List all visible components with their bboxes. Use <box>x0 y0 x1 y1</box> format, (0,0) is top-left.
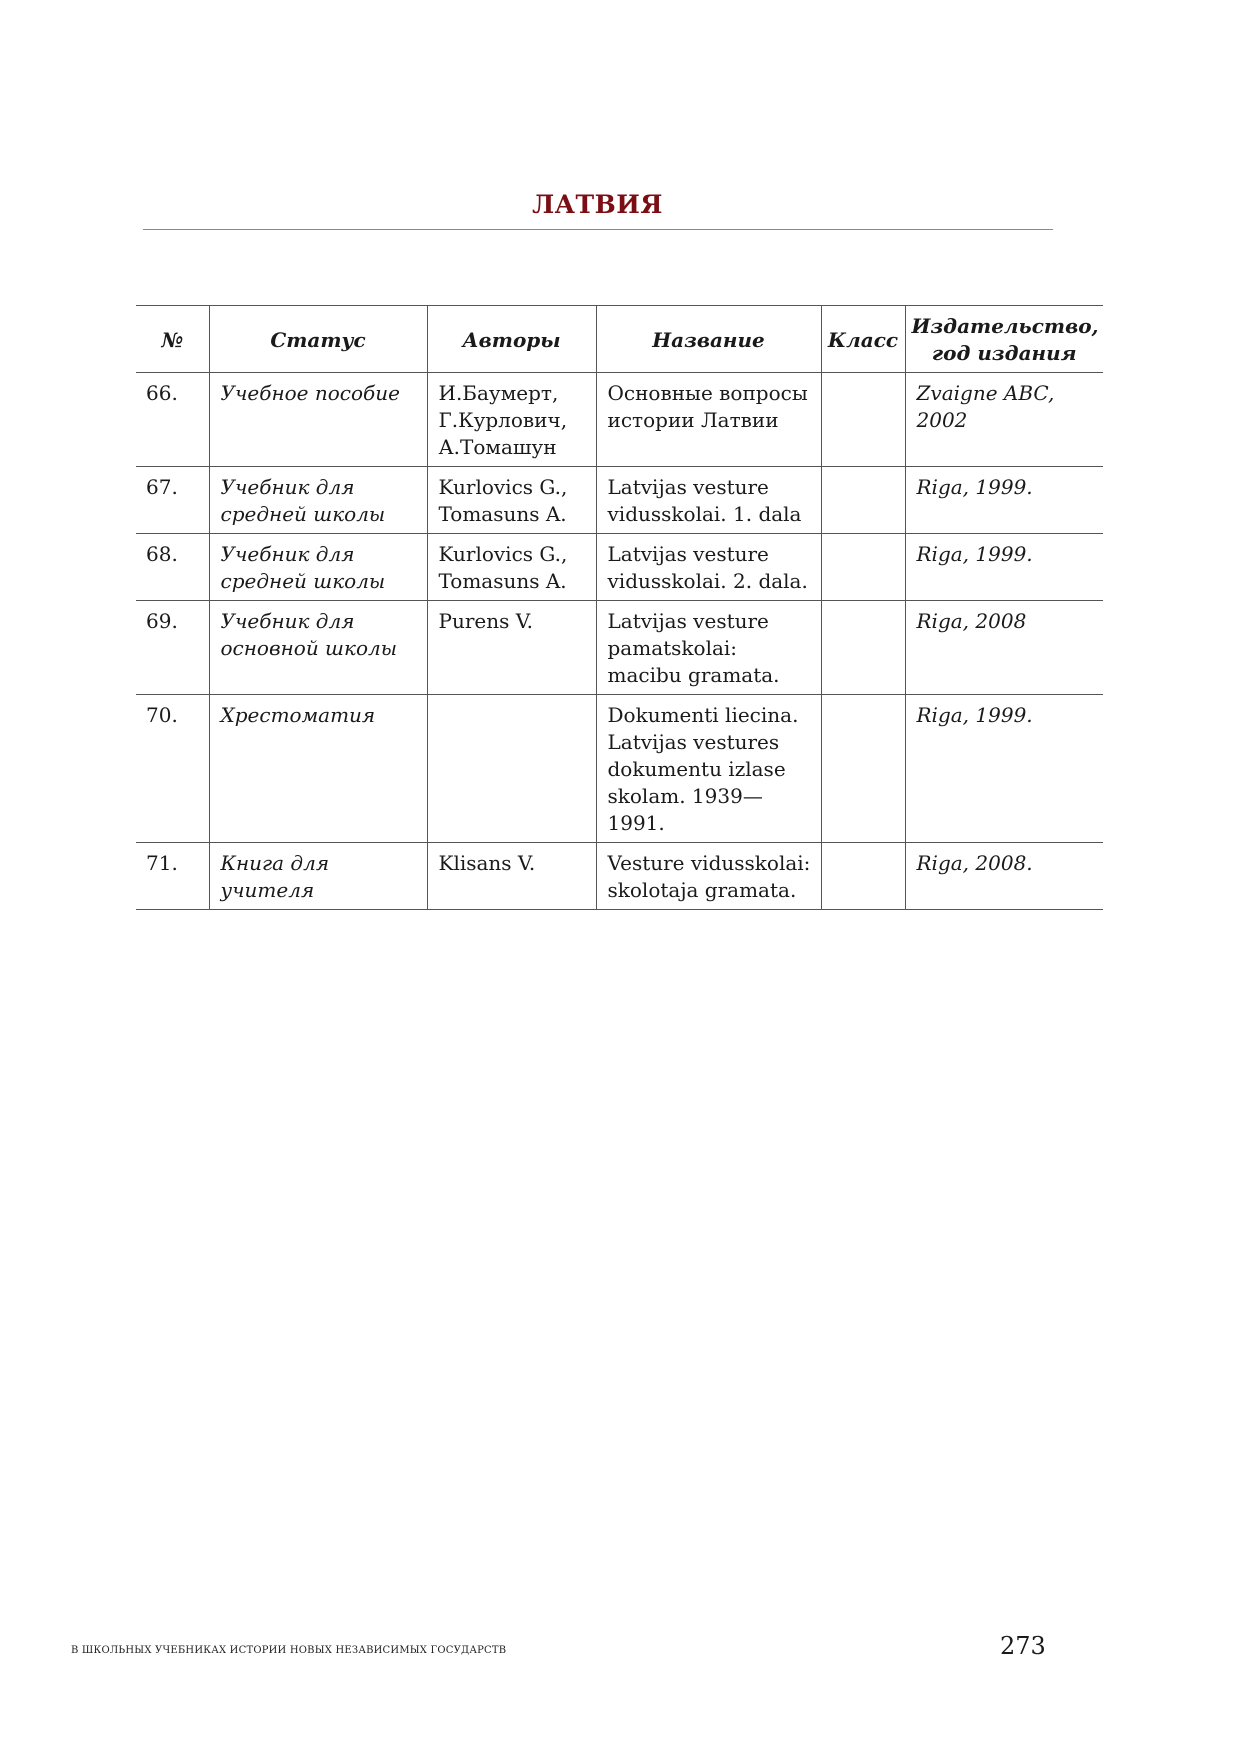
cell-authors: Klisans V. <box>427 843 596 910</box>
cell-name: Latvijas vesture pamatskolai: macibu gramata. <box>596 601 821 695</box>
cell-name: Latvijas vesture vidusskolai. 2. dala. <box>596 534 821 601</box>
table-row <box>136 534 1103 601</box>
cell-num: 67. <box>136 467 209 534</box>
cell-class <box>821 373 905 467</box>
cell-status: Учебник для средней школы <box>209 467 427 534</box>
header-publisher: Издательство, год издания <box>905 306 1103 373</box>
title-divider <box>143 229 1053 230</box>
cell-num: 66. <box>136 373 209 467</box>
cell-authors <box>427 695 596 843</box>
table-header-row <box>136 306 1103 373</box>
cell-authors: Kurlovics G., Tomasuns A. <box>427 467 596 534</box>
header-class: Класс <box>821 306 905 373</box>
cell-authors: Purens V. <box>427 601 596 695</box>
cell-status: Книга для учителя <box>209 843 427 910</box>
cell-publisher: Riga, 2008 <box>905 601 1103 695</box>
page-title: ЛАТВИЯ <box>532 190 663 219</box>
table-row <box>136 601 1103 695</box>
cell-authors: И.Баумерт, Г.Курлович, А.Томашун <box>427 373 596 467</box>
cell-publisher: Riga, 1999. <box>905 695 1103 843</box>
cell-num: 71. <box>136 843 209 910</box>
cell-name: Vesture vidusskolai: skolotaja gramata. <box>596 843 821 910</box>
cell-class <box>821 467 905 534</box>
cell-name: Основные вопросы истории Латвии <box>596 373 821 467</box>
cell-publisher: Riga, 1999. <box>905 534 1103 601</box>
cell-name: Dokumenti liecina. Latvijas vestures dokumentu izlase skolam. 1939—1991. <box>596 695 821 843</box>
cell-publisher: Zvaigne ABC, 2002 <box>905 373 1103 467</box>
cell-num: 68. <box>136 534 209 601</box>
header-num: № <box>136 306 209 373</box>
header-authors: Авторы <box>427 306 596 373</box>
cell-status: Хрестоматия <box>209 695 427 843</box>
header-name: Название <box>596 306 821 373</box>
cell-class <box>821 601 905 695</box>
textbook-table <box>136 305 1103 910</box>
cell-num: 70. <box>136 695 209 843</box>
cell-name: Latvijas vesture vidusskolai. 1. dala <box>596 467 821 534</box>
cell-status: Учебник для средней школы <box>209 534 427 601</box>
cell-publisher: Riga, 1999. <box>905 467 1103 534</box>
cell-status: Учебное пособие <box>209 373 427 467</box>
table-row <box>136 843 1103 910</box>
cell-publisher: Riga, 2008. <box>905 843 1103 910</box>
table-row <box>136 467 1103 534</box>
cell-num: 69. <box>136 601 209 695</box>
cell-status: Учебник для основной школы <box>209 601 427 695</box>
cell-class <box>821 843 905 910</box>
cell-class <box>821 534 905 601</box>
cell-authors: Kurlovics G., Tomasuns A. <box>427 534 596 601</box>
cell-class <box>821 695 905 843</box>
header-status: Статус <box>209 306 427 373</box>
running-footer: В ШКОЛЬНЫХ УЧЕБНИКАХ ИСТОРИИ НОВЫХ НЕЗАВИСИМЫХ ГОСУДАРСТВ <box>71 1645 507 1656</box>
table-row <box>136 695 1103 843</box>
page-number: 273 <box>1000 1632 1046 1660</box>
table-row <box>136 373 1103 467</box>
